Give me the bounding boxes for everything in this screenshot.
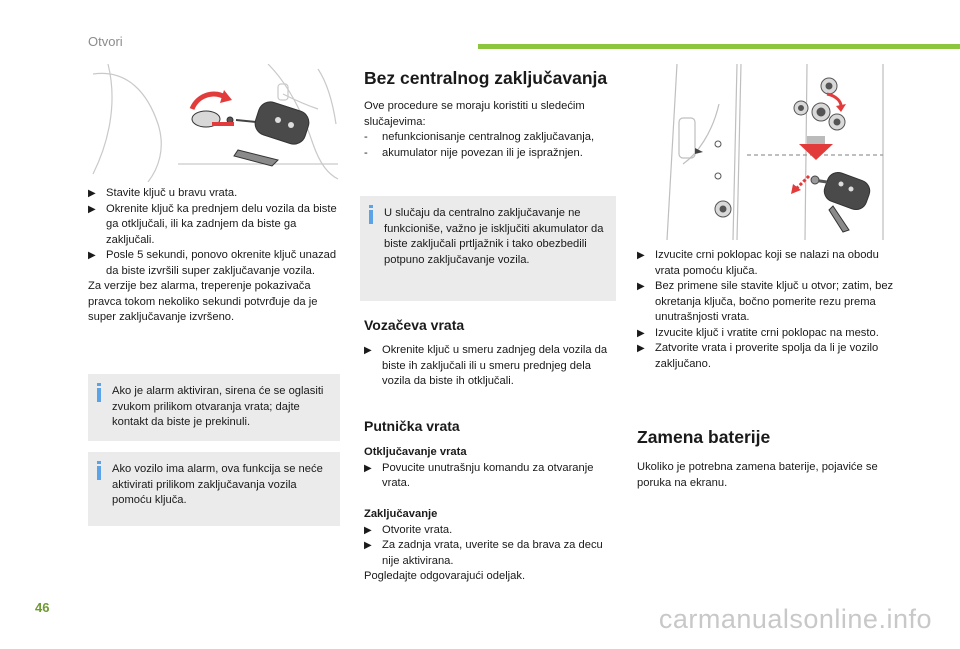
subheading-unlock: Otključavanje vrata xyxy=(364,446,467,458)
list-item: ▶︎ Okrenite ključ ka prednjem delu vozila da biste ga otključali, ili ka zadnjem da biste ga zaključali. xyxy=(88,202,337,246)
arrow-bullet-icon: ▶︎ xyxy=(88,188,96,199)
arrow-bullet-icon: ▶︎ xyxy=(88,203,96,215)
info-icon xyxy=(97,383,101,386)
info-note-battery: U slučaju da centralno zaključavanje ne funkcioniše, važno je isključiti akumulator da biste zaključali prtljažnik i tako obezbedili potpuno zaključavanje vozila. xyxy=(360,196,616,301)
subheading-lock: Zaključavanje xyxy=(364,508,438,520)
arrow-bullet-icon: ▶︎ xyxy=(364,345,372,356)
arrow-bullet-icon: ▶︎ xyxy=(637,327,645,339)
arrow-bullet-icon: ▶︎ xyxy=(637,250,645,261)
section-accent-rule xyxy=(478,44,960,49)
intro-text: Ove procedure se moraju koristiti u sledećim slučajevima: xyxy=(364,100,585,128)
list-item: ▶︎ Izvucite ključ i vratite crni poklopac na mesto. xyxy=(637,326,895,342)
heading-battery-replacement: Zamena baterije xyxy=(637,427,771,447)
info-note-alarm-function: Ako vozilo ima alarm, ova funkcija se neće aktivirati prilikom zaključavanja vozila pomoću ključa. xyxy=(88,452,340,526)
arrow-bullet-icon: ▶︎ xyxy=(364,524,372,536)
arrow-bullet-icon: ▶︎ xyxy=(637,281,645,292)
arrow-bullet-icon: ▶︎ xyxy=(637,343,645,354)
arrow-bullet-icon: ▶︎ xyxy=(88,250,96,261)
see-section-text: Pogledajte odgovarajući odeljak. xyxy=(364,570,526,582)
alarm-paragraph: Za verzije bez alarma, treperenje pokazivača pravca tokom nekoliko sekundi potvrđuje da je super zaključavanje izvršeno. xyxy=(88,280,318,323)
list-item: ▶︎ Okrenite ključ u smeru zadnjeg dela vozila da biste ih zaključali ili u smeru prednjeg dela vozila da biste ih otključali. xyxy=(364,344,608,387)
list-item: ▶︎ Otvorite vrata. xyxy=(364,523,616,539)
watermark-text: carmanualsonline.info xyxy=(658,604,932,634)
info-icon xyxy=(369,205,373,208)
list-item: ▶︎ Bez primene sile stavite ključ u otvor; zatim, bez okretanja ključa, bočno pomerite rezu prema unutrašnjosti vrata. xyxy=(637,280,894,323)
list-item: - akumulator nije povezan ili je ispražnjen. xyxy=(364,146,583,159)
heading-driver-door: Vozačeva vrata xyxy=(364,317,465,333)
arrow-bullet-icon: ▶︎ xyxy=(364,540,372,551)
page-number: 46 xyxy=(35,600,50,615)
list-item: ▶︎ Posle 5 sekundi, ponovo okrenite ključ unazad da biste izvršili super zaključavanje vozila. xyxy=(88,249,337,277)
list-item: - nefunkcionisanje centralnog zaključavanja, xyxy=(364,131,595,143)
list-item: ▶︎ Povucite unutrašnju komandu za otvaranje vrata. xyxy=(364,461,594,489)
heading-no-central-locking: Bez centralnog zaključavanja xyxy=(364,68,608,88)
info-icon xyxy=(97,461,101,464)
insert-key-steps xyxy=(88,186,340,279)
list-item: ▶︎ Stavite ključ u bravu vrata. xyxy=(88,186,340,202)
battery-paragraph: Ukoliko je potrebna zamena baterije, pojaviće se poruka na ekranu. xyxy=(637,461,878,489)
door-edge-latch-illustration xyxy=(637,64,889,240)
list-item: ▶︎ Za zadnja vrata, uverite se da brava za decu nije aktivirana. xyxy=(364,539,603,567)
heading-passenger-doors: Putnička vrata xyxy=(364,418,460,434)
list-item: ▶︎ Izvucite crni poklopac koji se nalazi na obodu vrata pomoću ključa. xyxy=(637,249,879,277)
door-lock-key-illustration xyxy=(88,64,340,182)
info-note-alarm: Ako je alarm aktiviran, sirena će se oglasiti zvukom prilikom otvaranja vrata; dajte kontakt da biste je prekinuli. xyxy=(88,374,340,441)
passenger-lock-steps xyxy=(637,248,895,372)
list-item: ▶︎ Zatvorite vrata i proverite spolja da li je vozilo zaključano. xyxy=(637,342,879,370)
arrow-bullet-icon: ▶︎ xyxy=(364,462,372,474)
section-label: Otvori xyxy=(88,34,123,49)
